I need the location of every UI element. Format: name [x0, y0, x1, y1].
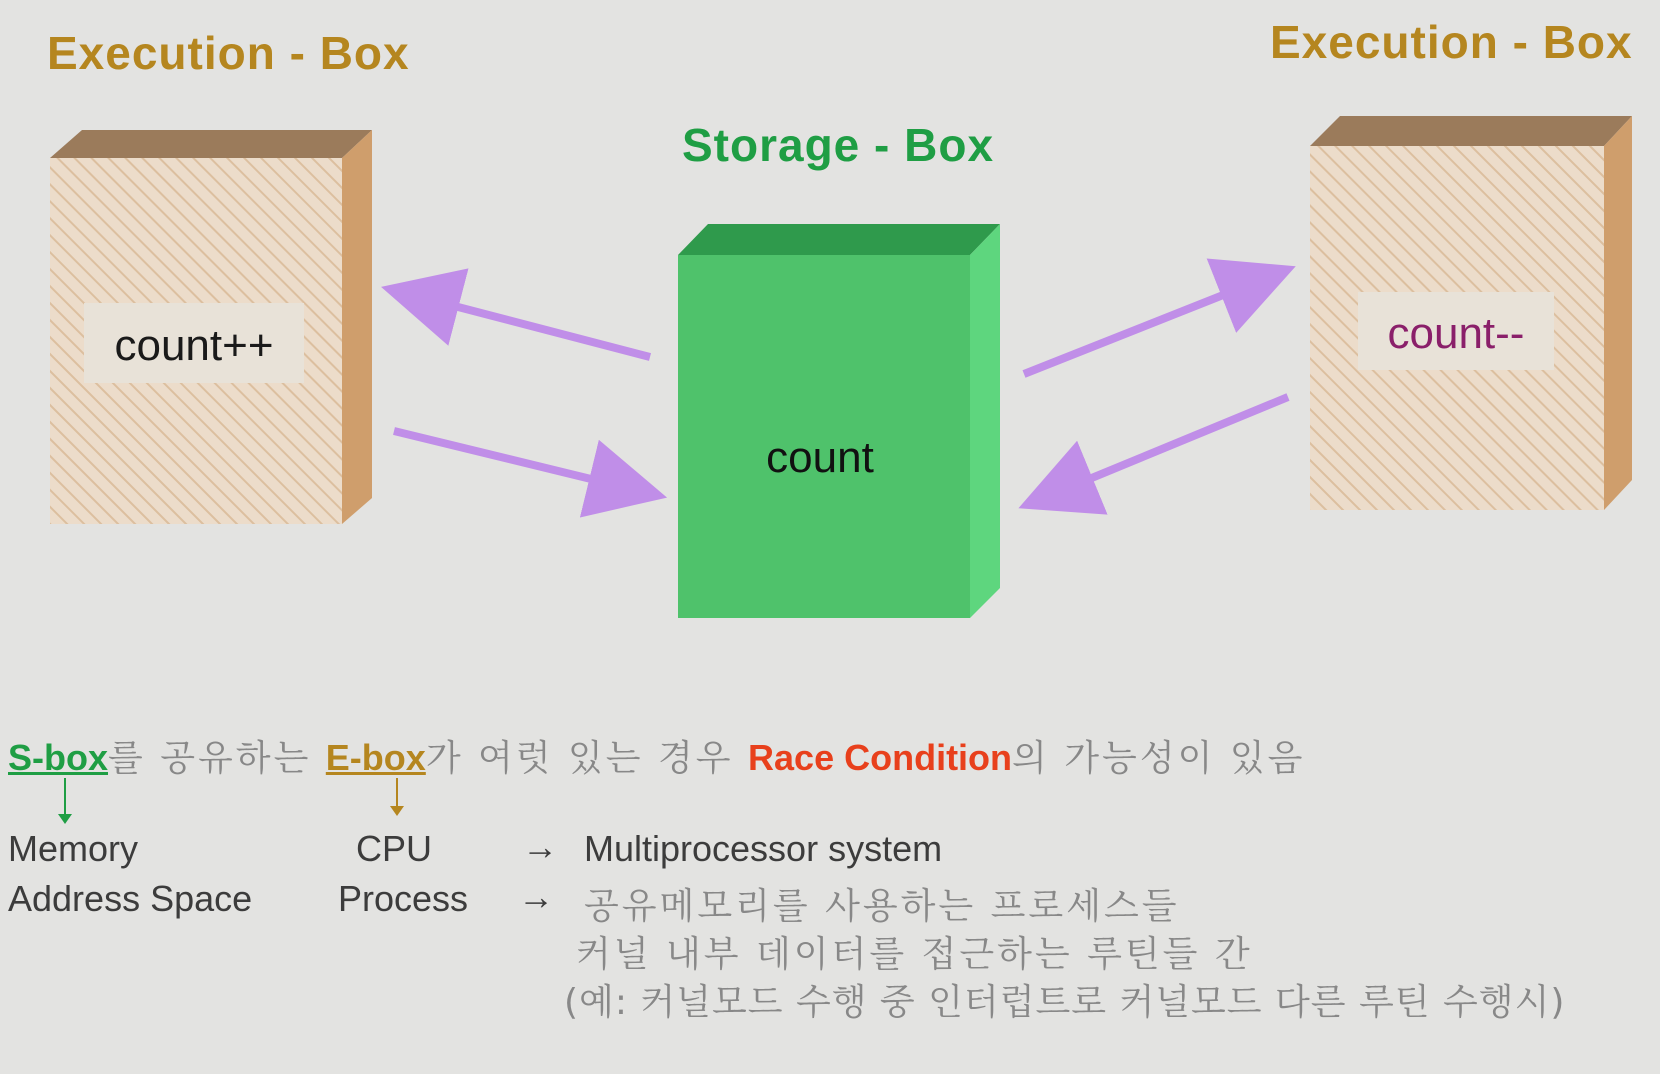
race-condition-keyword: Race Condition [748, 737, 1013, 778]
ebox-keyword: E-box [325, 737, 426, 778]
storage-box-side [970, 224, 1000, 618]
explanation-text-1: 를 공유하는 [108, 738, 326, 779]
address-space-label: Address Space [8, 878, 253, 919]
arrow-left-to-storage [394, 431, 636, 490]
process-label: Process [338, 878, 469, 919]
cpu-label: CPU [356, 828, 433, 869]
storage-box-top [678, 224, 1000, 255]
sbox-pointer-arrow [64, 778, 66, 816]
interrupt-example-text: (예: 커널모드 수행 중 인터럽트로 커널모드 다른 루틴 수행시) [564, 982, 1566, 1023]
sbox-keyword: S-box [8, 737, 109, 778]
right-box-top [1310, 116, 1632, 146]
storage-box-title: Storage - Box [682, 119, 995, 171]
ebox-pointer-arrow [396, 778, 398, 808]
left-box-side [342, 130, 372, 524]
execution-box-title-left: Execution - Box [47, 27, 410, 79]
storage-box-label: count [766, 433, 874, 482]
left-box-top [50, 130, 372, 158]
kernel-routines-text: 커널 내부 데이터를 접근하는 루틴들 간 [576, 934, 1253, 975]
explanation-text-3: 의 가능성이 있음 [1012, 738, 1306, 779]
left-box-label: count++ [114, 321, 274, 370]
arrow-to-shared-memory: → [518, 876, 554, 917]
arrow-to-multiprocessor: → [522, 826, 558, 867]
arrow-right-to-storage [1048, 397, 1288, 496]
right-box-label: count-- [1387, 309, 1525, 358]
arrow-storage-to-left [412, 295, 650, 357]
right-box-side [1604, 116, 1632, 510]
race-condition-explanation [8, 730, 1305, 781]
explanation-text-2: 가 여럿 있는 경우 [425, 738, 749, 779]
execution-box-title-right: Execution - Box [1270, 16, 1633, 68]
arrow-storage-to-right [1024, 278, 1266, 374]
memory-label: Memory [8, 828, 139, 869]
left-execution-box [50, 130, 372, 524]
storage-box [678, 224, 1000, 618]
shared-memory-processes-text: 공유메모리를 사용하는 프로세스들 [584, 886, 1180, 927]
multiprocessor-label: Multiprocessor system [584, 828, 943, 869]
right-execution-box [1310, 116, 1632, 510]
